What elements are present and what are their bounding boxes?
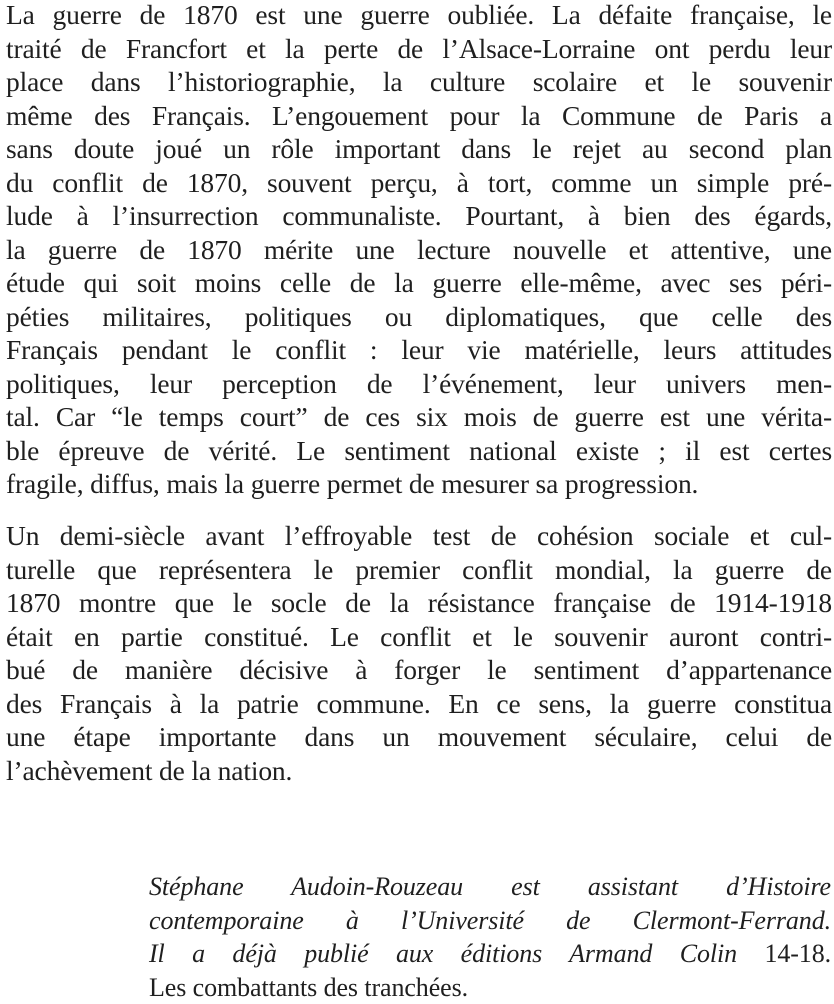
body-paragraph-1 <box>6 0 832 501</box>
book-title-part-2: Les combattants des tranchées. <box>149 971 831 1004</box>
paragraph-line: l’achèvement de la nation. <box>6 754 832 788</box>
author-bio-publisher-text: Il a déjà publié aux éditions Armand Colin <box>149 939 764 968</box>
paragraph-line: même des Français. L’engouement pour la Commune de Paris a <box>6 99 832 133</box>
paragraph-line: Français pendant le conflit : leur vie matérielle, leurs attitudes <box>6 333 832 367</box>
body-paragraph-2 <box>6 519 832 787</box>
author-bio-line: Stéphane Audoin-Rouzeau est assistant d’Histoire <box>149 870 831 904</box>
paragraph-line: fragile, diffus, mais la guerre permet de mesurer sa progression. <box>6 467 832 501</box>
author-bio-line <box>149 937 831 971</box>
paragraph-line: place dans l’historiographie, la culture scolaire et le souvenir <box>6 65 832 99</box>
paragraph-line: une étape importante dans un mouvement séculaire, celui de <box>6 720 832 754</box>
paragraph-line: lude à l’insurrection communaliste. Pourtant, à bien des égards, <box>6 199 832 233</box>
paragraph-line: sans doute joué un rôle important dans le rejet au second plan <box>6 132 832 166</box>
paragraph-line: du conflit de 1870, souvent perçu, à tort, comme un simple pré- <box>6 166 832 200</box>
paragraph-line: la guerre de 1870 mérite une lecture nouvelle et attentive, une <box>6 233 832 267</box>
paragraph-line: 1870 montre que le socle de la résistance française de 1914-1918 <box>6 586 832 620</box>
paragraph-line: La guerre de 1870 est une guerre oubliée. La défaite française, le <box>6 0 832 32</box>
paragraph-line: Un demi-siècle avant l’effroyable test de cohésion sociale et cul- <box>6 519 832 553</box>
paragraph-line: turelle que représentera le premier conflit mondial, la guerre de <box>6 553 832 587</box>
paragraph-line: traité de Francfort et la perte de l’Alsace-Lorraine ont perdu leur <box>6 32 832 66</box>
paragraph-line: bué de manière décisive à forger le sentiment d’appartenance <box>6 653 832 687</box>
paragraph-line: étude qui soit moins celle de la guerre elle-même, avec ses péri- <box>6 266 832 300</box>
document-page <box>6 0 832 1000</box>
author-bio <box>149 870 831 1004</box>
author-bio-line: contemporaine à l’Université de Clermont-Ferrand. <box>149 904 831 938</box>
paragraph-line: péties militaires, politiques ou diplomatiques, que celle des <box>6 300 832 334</box>
paragraph-line: tal. Car “le temps court” de ces six mois de guerre est une vérita- <box>6 400 832 434</box>
paragraph-line: ble épreuve de vérité. Le sentiment national existe ; il est certes <box>6 434 832 468</box>
paragraph-line: politiques, leur perception de l’événement, leur univers men- <box>6 367 832 401</box>
book-title-part-1: 14-18. <box>764 939 831 968</box>
paragraph-line: était en partie constitué. Le conflit et le souvenir auront contri- <box>6 620 832 654</box>
paragraph-line: des Français à la patrie commune. En ce sens, la guerre constitua <box>6 687 832 721</box>
